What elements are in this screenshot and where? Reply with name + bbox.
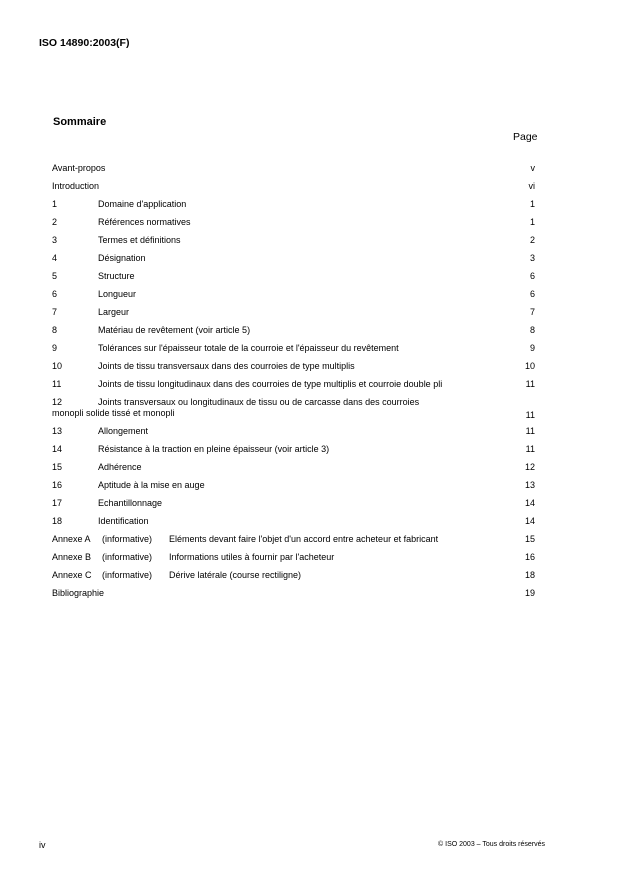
toc-entry-section-1[interactable]: [52, 199, 537, 217]
toc-entry-title: Adhérence: [98, 462, 142, 472]
toc-entry-section-18[interactable]: [52, 516, 537, 534]
toc-entry-foreword[interactable]: [52, 163, 537, 181]
toc-entry-page: 9: [529, 343, 535, 353]
toc-entry-page: 11: [525, 426, 535, 436]
annex-title: Eléments devant faire l'objet d'un accord entre acheteur et fabricant: [169, 534, 439, 544]
toc-entry-section-3[interactable]: [52, 235, 537, 253]
toc-entry-page: 8: [529, 325, 535, 335]
toc-entry-number: 11: [52, 379, 62, 389]
toc-entry-label: Avant-propos: [52, 163, 106, 173]
annex-title: Dérive latérale (course rectiligne): [169, 570, 302, 580]
toc-entry-page: 19: [524, 588, 535, 598]
toc-entry-title: Joints de tissu longitudinaux dans des courroies de type multiplis et courroie double pli: [98, 379, 443, 389]
toc-entry-bibliography[interactable]: [52, 588, 537, 606]
toc-entry-page: v: [530, 163, 535, 173]
annex-label: Annexe C: [52, 570, 92, 580]
toc-entry-title: Joints de tissu transversaux dans des courroies de type multiplis: [98, 361, 355, 371]
toc-entry-title: Termes et définitions: [98, 235, 181, 245]
toc-entry-section-16[interactable]: [52, 480, 537, 498]
toc-entry-number: 18: [52, 516, 63, 526]
toc-entry-page: 13: [524, 480, 535, 490]
toc-entry-page: 11: [525, 379, 535, 389]
table-of-contents: [52, 163, 537, 606]
toc-entry-introduction[interactable]: [52, 181, 537, 199]
toc-entry-section-17[interactable]: [52, 498, 537, 516]
toc-entry-number: 16: [52, 480, 63, 490]
toc-entry-number: 3: [52, 235, 58, 245]
toc-entry-page: 10: [524, 361, 535, 371]
toc-entry-section-11[interactable]: [52, 379, 537, 397]
footer-page-number: iv: [39, 840, 46, 850]
toc-entry-title: Références normatives: [98, 217, 191, 227]
toc-entry-annex-a[interactable]: [52, 534, 537, 552]
toc-entry-number: 6: [52, 289, 58, 299]
toc-entry-title: Matériau de revêtement (voir article 5): [98, 325, 251, 335]
toc-entry-page: 2: [529, 235, 535, 245]
toc-entry-title: Désignation: [98, 253, 146, 263]
toc-entry-page: 1: [529, 199, 535, 209]
toc-entry-number: 8: [52, 325, 58, 335]
toc-entry-number: 5: [52, 271, 58, 281]
toc-entry-section-15[interactable]: [52, 462, 537, 480]
annex-title: Informations utiles à fournir par l'acheteur: [169, 552, 335, 562]
toc-entry-annex-b[interactable]: [52, 552, 537, 570]
toc-page-column-label: Page: [513, 131, 538, 143]
toc-entry-title: Structure: [98, 271, 135, 281]
toc-entry-page: 3: [529, 253, 535, 263]
toc-entry-label: Bibliographie: [52, 588, 105, 598]
toc-entry-number: 2: [52, 217, 58, 227]
toc-entry-section-14[interactable]: [52, 444, 537, 462]
toc-entry-section-10[interactable]: [52, 361, 537, 379]
toc-entry-page: 15: [524, 534, 535, 544]
toc-entry-number: 4: [52, 253, 58, 263]
document-id-header: ISO 14890:2003(F): [39, 37, 130, 49]
toc-entry-title: Longueur: [98, 289, 137, 299]
annex-label: Annexe A: [52, 534, 91, 544]
toc-entry-title: Aptitude à la mise en auge: [98, 480, 205, 490]
toc-entry-page: 6: [529, 271, 535, 281]
toc-entry-title: Joints transversaux ou longitudinaux de tissu ou de carcasse dans des courroies: [98, 397, 420, 407]
toc-entry-section-4[interactable]: [52, 253, 537, 271]
toc-entry-page: 1: [529, 217, 535, 227]
toc-entry-page: 6: [529, 289, 535, 299]
toc-entry-section-9[interactable]: [52, 343, 537, 361]
toc-entry-number: 13: [52, 426, 63, 436]
toc-entry-number: 17: [52, 498, 63, 508]
toc-entry-title: Largeur: [98, 307, 130, 317]
toc-entry-annex-c[interactable]: [52, 570, 537, 588]
toc-entry-number: 12: [52, 397, 63, 407]
toc-entry-number: 9: [52, 343, 58, 353]
toc-entry-page: 11: [525, 410, 535, 420]
toc-entry-page: vi: [528, 181, 535, 191]
annex-type: (informative): [102, 552, 153, 562]
toc-entry-page: 14: [524, 498, 535, 508]
toc-entry-page: 16: [524, 552, 535, 562]
toc-entry-title: Echantillonnage: [98, 498, 163, 508]
toc-entry-number: 14: [52, 444, 63, 454]
annex-label: Annexe B: [52, 552, 92, 562]
toc-entry-number: 7: [52, 307, 58, 317]
toc-entry-title: Résistance à la traction en pleine épaisseur (voir article 3): [98, 444, 330, 454]
toc-entry-section-8[interactable]: [52, 325, 537, 343]
toc-entry-number: 10: [52, 361, 63, 371]
toc-entry-page: 18: [524, 570, 535, 580]
toc-entry-title: Identification: [98, 516, 149, 526]
toc-entry-section-13[interactable]: [52, 426, 537, 444]
annex-type: (informative): [102, 534, 153, 544]
footer-copyright: © ISO 2003 – Tous droits réservés: [438, 841, 545, 848]
toc-entry-page: 12: [524, 462, 535, 472]
toc-entry-section-5[interactable]: [52, 271, 537, 289]
toc-entry-section-6[interactable]: [52, 289, 537, 307]
toc-entry-title: Allongement: [98, 426, 149, 436]
toc-entry-page: 11: [525, 444, 535, 454]
toc-entry-section-12[interactable]: [52, 397, 537, 426]
toc-entry-title: Domaine d'application: [98, 199, 187, 209]
toc-entry-number: 1: [52, 199, 58, 209]
toc-entry-title-continued: monopli solide tissé et monopli: [52, 408, 175, 418]
toc-entry-number: 15: [52, 462, 63, 472]
toc-entry-section-2[interactable]: [52, 217, 537, 235]
toc-entry-label: Introduction: [52, 181, 100, 191]
annex-type: (informative): [102, 570, 153, 580]
toc-entry-page: 7: [529, 307, 535, 317]
toc-title: Sommaire: [53, 116, 107, 128]
toc-entry-title: Tolérances sur l'épaisseur totale de la courroie et l'épaisseur du revêtement: [98, 343, 399, 353]
toc-entry-section-7[interactable]: [52, 307, 537, 325]
toc-entry-page: 14: [524, 516, 535, 526]
